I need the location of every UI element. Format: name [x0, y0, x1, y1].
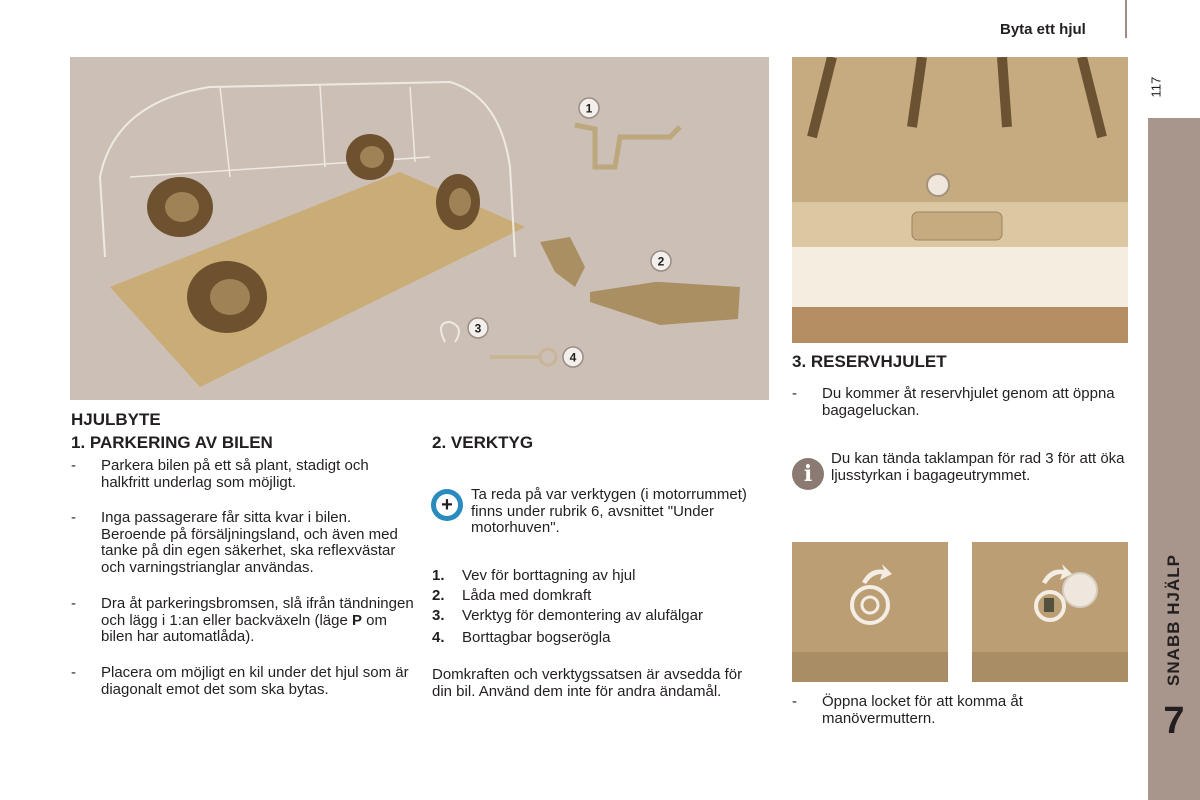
bullet-wheel-chock: - Placera om möjligt en kil under det hjul som är diagonalt emot det som ska bytas.: [71, 664, 409, 698]
main-heading: HJULBYTE: [71, 410, 161, 429]
chapter-label: SNABB HJÄLP: [1164, 554, 1183, 686]
page-number: 117: [1148, 76, 1164, 98]
interior-light-info: Du kan tända taklampan för rad 3 för att öka ljusstyrkan i bagageutrymmet.: [831, 450, 1125, 484]
bullet-open-tailgate: - Du kommer åt reservhjulet genom att öppna bagageluckan.: [792, 385, 1115, 419]
info-icon: i: [792, 458, 824, 490]
list-item: 2. Låda med domkraft: [432, 587, 592, 604]
header-divider: [1125, 0, 1127, 38]
cover-closed-photo: [792, 542, 948, 682]
list-item: 4. Borttagbar bogserögla: [432, 628, 611, 646]
svg-text:2: 2: [657, 254, 665, 269]
svg-text:1: 1: [585, 101, 593, 116]
list-item: 3. Verktyg för demontering av alufälgar: [432, 607, 703, 624]
callout-3: [467, 317, 489, 344]
section-2-heading: 2. VERKTYG: [432, 433, 534, 452]
list-item: 1. Vev för borttagning av hjul: [432, 567, 636, 584]
tools-usage-note: Domkraften och verktygssatsen är avsedda för din bil. Använd dem inte för andra ändamål.: [432, 666, 743, 700]
bullet-parking-brake: - Dra åt parkeringsbromsen, slå ifrån tändningen och lägg i 1:an eller backväxeln (läge P om bilen har automatlåda).: [71, 595, 414, 645]
section-3-heading: 3. RESERVHJULET: [792, 352, 947, 371]
section-1-heading: 1. PARKERING AV BILEN: [71, 433, 273, 452]
running-header: Byta ett hjul: [1000, 21, 1086, 38]
callout-2: [650, 250, 672, 277]
callout-1: [578, 97, 600, 124]
callout-4: [562, 346, 584, 373]
bullet-passengers: - Inga passagerare får sitta kvar i bilen. Beroende på försäljningsland, och även med tanke på din egen säkerhet, ska reflexvästar och varningstrianglar användas.: [71, 509, 398, 576]
plus-icon: +: [431, 489, 463, 521]
car-and-tools-drawing: [70, 57, 769, 400]
svg-text:4: 4: [569, 350, 577, 365]
wheel-tools-illustration: [70, 57, 769, 400]
cover-open-photo: [972, 542, 1128, 682]
bullet-park-surface: - Parkera bilen på ett så plant, stadigt och halkfritt underlag som möjligt.: [71, 457, 369, 491]
trunk-floor-photo: [792, 57, 1128, 343]
svg-text:3: 3: [474, 321, 482, 336]
tools-location-tip: Ta reda på var verktygen (i motorrummet) finns under rubrik 6, avsnittet "Under motorhuven".: [471, 486, 747, 536]
chapter-number: 7: [1163, 700, 1185, 742]
tools-list: [432, 566, 752, 648]
bullet-open-cover: - Öppna locket för att komma åt manövermuttern.: [792, 693, 1023, 727]
